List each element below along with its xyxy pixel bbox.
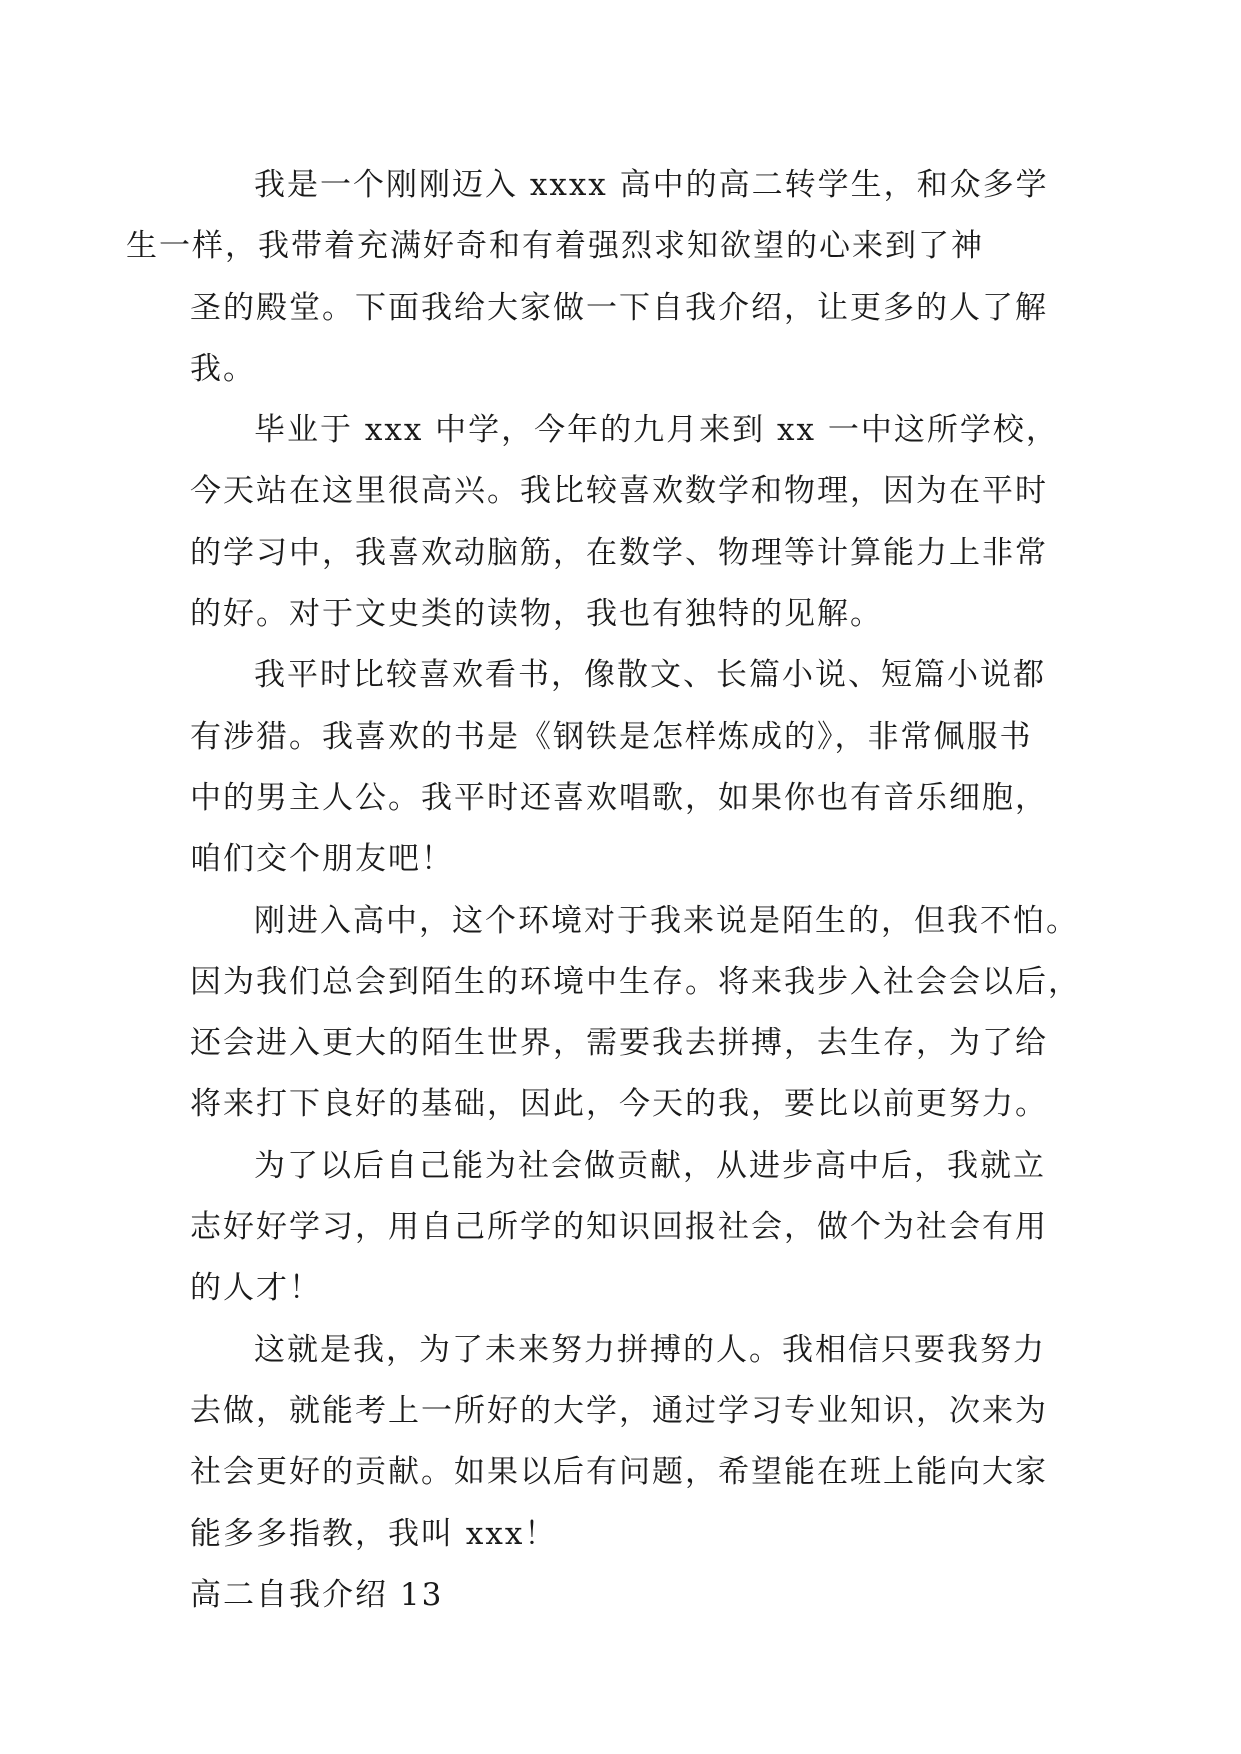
- text-line: 圣的殿堂。下面我给大家做一下自我介绍，让更多的人了解: [190, 289, 1048, 326]
- text-line: 的学习中，我喜欢动脑筋，在数学、物理等计算能力上非常: [190, 534, 1048, 571]
- text-line: 我。: [190, 350, 256, 387]
- text-line: 能多多指教，我叫 xxx！: [190, 1515, 558, 1552]
- text-line: 中的男主人公。我平时还喜欢唱歌，如果你也有音乐细胞，: [190, 779, 1048, 816]
- text-line: 毕业于 xxx 中学，今年的九月来到 xx 一中这所学校，: [254, 412, 1059, 449]
- text-line: 的好。对于文史类的读物，我也有独特的见解。: [190, 596, 883, 633]
- text-line: 去做，就能考上一所好的大学，通过学习专业知识，次来为: [190, 1392, 1048, 1429]
- text-line: 刚进入高中，这个环境对于我来说是陌生的，但我不怕。: [254, 902, 1079, 939]
- paragraph-school: [190, 400, 1070, 645]
- text-line: 我是一个刚刚迈入 xxxx 高中的高二转学生，和众多学: [254, 167, 1049, 203]
- section-heading: 高二自我介绍 13: [190, 1576, 444, 1613]
- paragraph-intro: [126, 155, 1070, 400]
- paragraph-goals: [190, 1136, 1070, 1320]
- text-line: 因为我们总会到陌生的环境中生存。将来我步入社会会以后，: [190, 963, 1081, 1000]
- paragraph-hobbies: [190, 645, 1070, 890]
- text-line: 为了以后自己能为社会做贡献，从进步高中后，我就立: [254, 1147, 1046, 1184]
- text-line: 我平时比较喜欢看书，像散文、长篇小说、短篇小说都: [254, 657, 1046, 694]
- text-line: 社会更好的贡献。如果以后有问题，希望能在班上能向大家: [190, 1454, 1048, 1491]
- text-line: 咱们交个朋友吧！: [190, 841, 454, 878]
- text-line: 志好好学习，用自己所学的知识回报社会，做个为社会有用: [190, 1209, 1048, 1246]
- text-line: 还会进入更大的陌生世界，需要我去拼搏，去生存，为了给: [190, 1025, 1048, 1062]
- text-line: 有涉猎。我喜欢的书是《钢铁是怎样炼成的》，非常佩服书: [190, 718, 1033, 755]
- document-body: [126, 155, 1081, 1626]
- text-line: 的人才！: [190, 1270, 322, 1307]
- paragraph-closing: [190, 1320, 1070, 1565]
- text-line: 将来打下良好的基础，因此，今天的我，要比以前更努力。: [190, 1086, 1048, 1123]
- paragraph-environment: [190, 891, 1081, 1136]
- text-line: 生一样，我带着充满好奇和有着强烈求知欲望的心来到了神: [126, 228, 984, 265]
- text-line: 今天站在这里很高兴。我比较喜欢数学和物理，因为在平时: [190, 473, 1048, 510]
- text-line: 这就是我，为了未来努力拼搏的人。我相信只要我努力: [254, 1331, 1046, 1368]
